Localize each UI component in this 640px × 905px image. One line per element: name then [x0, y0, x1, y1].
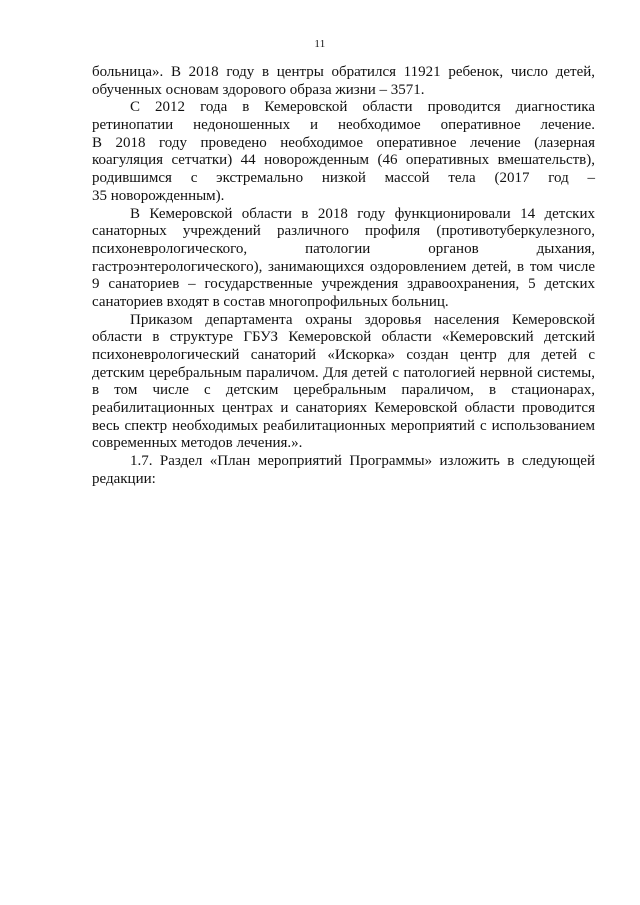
document-body: [92, 64, 595, 489]
text-line: психоневрологического, патологии органов дыхания,: [92, 240, 595, 257]
text-line: обученных основам здорового образа жизни – 3571.: [92, 81, 425, 98]
text-line: 1.7. Раздел «План мероприятий Программы» изложить в следующей: [130, 453, 595, 470]
text-line: 9 санаториев – государственные учреждения здравоохранения, 5 детских: [92, 276, 595, 293]
paragraph-p4: [92, 312, 595, 454]
paragraph-p5: [92, 453, 595, 488]
text-line: весь спектр необходимых реабилитационных мероприятий с использованием: [92, 417, 595, 434]
text-line: родившимся с экстремально низкой массой тела (2017 год –: [92, 170, 595, 187]
text-line: гастроэнтерологического), занимающихся оздоровлением детей, в том числе: [92, 258, 595, 275]
text-line: Приказом департамента охраны здоровья населения Кемеровской: [130, 311, 595, 328]
page-number: 11: [314, 38, 326, 50]
text-line: больница». В 2018 году в центры обратился 11921 ребенок, число детей,: [92, 64, 595, 80]
text-line: ретинопатии недоношенных и необходимое оперативное лечение.: [92, 117, 595, 134]
text-line: области в структуре ГБУЗ Кемеровской области «Кемеровский детский: [92, 329, 595, 346]
paragraph-p3: [92, 206, 595, 312]
text-line: коагуляция сетчатки) 44 новорожденным (46 оперативных вмешательств),: [92, 152, 595, 169]
text-line: современных методов лечения.».: [92, 435, 303, 452]
text-line: в том числе с детским церебральным параличом, в стационарах,: [92, 382, 595, 399]
text-line: реабилитационных центрах и санаториях Кемеровской области проводится: [92, 400, 595, 417]
text-line: санаторных учреждений различного профиля (противотуберкулезного,: [92, 223, 595, 240]
paragraph-p1: [92, 64, 595, 99]
text-line: санаториев входят в состав многопрофильных больниц.: [92, 293, 449, 310]
text-line: С 2012 года в Кемеровской области проводится диагностика: [130, 99, 595, 116]
paragraph-p2: [92, 99, 595, 205]
text-line: В 2018 году проведено необходимое оперативное лечение (лазерная: [92, 134, 595, 151]
text-line: детским церебральным параличом. Для детей с патологией нервной системы,: [92, 364, 595, 381]
text-line: В Кемеровской области в 2018 году функционировали 14 детских: [130, 205, 595, 222]
text-line: психоневрологический санаторий «Искорка» создан центр для детей с: [92, 347, 595, 363]
text-line: редакции:: [92, 470, 156, 487]
text-line: 35 новорожденным).: [92, 187, 225, 204]
